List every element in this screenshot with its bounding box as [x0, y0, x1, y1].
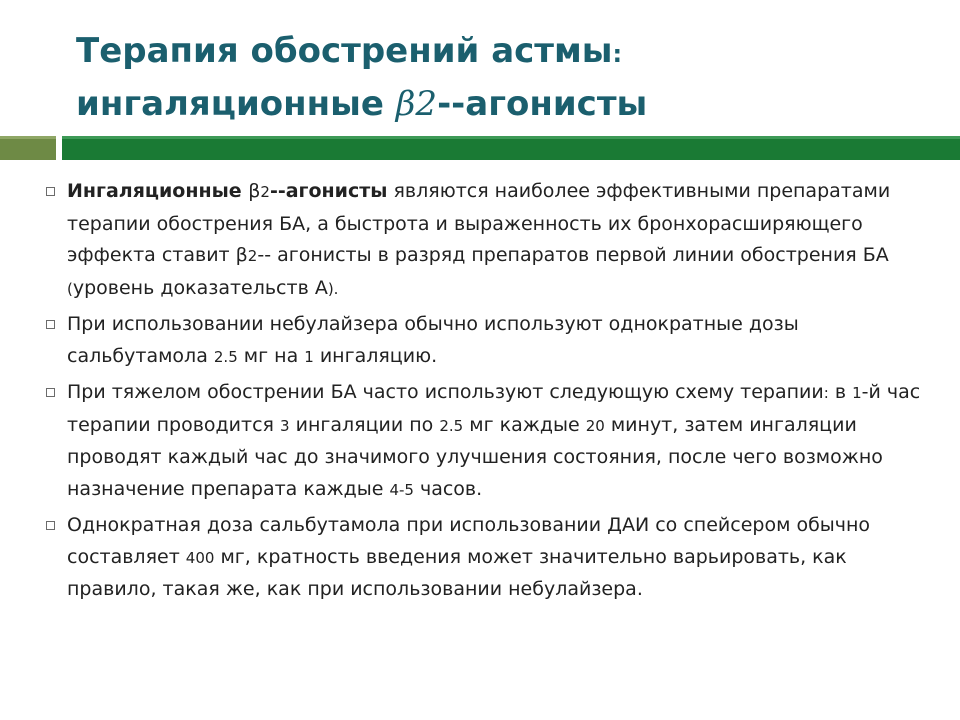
- bold-term: --агонисты: [269, 180, 388, 202]
- slide-title: [76, 26, 936, 129]
- beta-symbol: β: [248, 180, 261, 202]
- divider-bar-right: [62, 136, 960, 160]
- number: 3: [280, 416, 290, 435]
- square-bullet-icon: [46, 521, 55, 530]
- bold-term: Ингаляционные: [67, 180, 249, 202]
- bullet-text: При тяжелом обострении БА часто используют следующую схему терапии: [67, 381, 824, 403]
- bullet-item-1: [46, 176, 926, 305]
- bullet-text: являются наиболее эффективными препаратами терапии обострения БА, а быстрота и выраженность их бронхорасширяющего эффекта ставит: [67, 180, 891, 266]
- paren: ).: [327, 279, 339, 298]
- title-line-1: [76, 26, 936, 79]
- title-line-2: [76, 79, 936, 129]
- bullet-text: При использовании небулайзера обычно используют однократные дозы сальбутамола: [67, 313, 799, 367]
- bullet-item-4: [46, 510, 926, 606]
- number: 1: [304, 347, 314, 366]
- number: 2: [260, 183, 270, 201]
- number: 400: [185, 548, 215, 567]
- bullet-text: -- агонисты в разряд препаратов первой линии обострения БА: [257, 244, 889, 266]
- beta-symbol: β: [235, 244, 248, 266]
- square-bullet-icon: [46, 320, 55, 329]
- bullet-text: -й час терапии проводится: [67, 381, 921, 436]
- bullet-text: ингаляции по: [289, 413, 440, 436]
- bullet-text: часов.: [413, 477, 483, 500]
- number: 2.5: [213, 347, 238, 366]
- title-text-3: --агонисты: [437, 84, 648, 124]
- bullet-text: мг каждые: [463, 413, 586, 436]
- divider-bar-left: [0, 136, 56, 160]
- number: 2: [247, 247, 258, 265]
- bullet-item-2: [46, 309, 926, 373]
- number: 20: [585, 416, 605, 435]
- content-body: [46, 176, 926, 610]
- number: 1: [852, 384, 862, 402]
- bullet-text: мг на: [237, 344, 305, 367]
- bullet-text: Однократная доза сальбутамола при использовании ДАИ со спейсером обычно составляет: [67, 514, 871, 568]
- bullet-text: ингаляцию.: [313, 344, 438, 367]
- paren: (: [67, 279, 73, 298]
- title-text-2: ингаляционные: [76, 84, 396, 124]
- colon: :: [823, 384, 829, 402]
- bullet-item-3: [46, 377, 926, 506]
- bullet-text: уровень доказательств А: [72, 276, 328, 299]
- title-text: Терапия обострений астмы: [76, 31, 613, 71]
- bullet-text: мг, кратность введения может значительно варьировать, как правило, такая же, как при использовании небулайзера.: [67, 545, 847, 600]
- title-colon: :: [612, 40, 623, 68]
- square-bullet-icon: [46, 187, 55, 196]
- beta2-symbol: β2: [395, 84, 438, 124]
- number: 4-5: [389, 480, 414, 499]
- number: 2.5: [439, 416, 464, 435]
- bullet-text: минут, затем ингаляции проводят каждый час до значимого улучшения состояния, после чего возможно назначение препарата каждые: [67, 413, 883, 500]
- square-bullet-icon: [46, 388, 55, 397]
- bullet-text: в: [828, 381, 853, 403]
